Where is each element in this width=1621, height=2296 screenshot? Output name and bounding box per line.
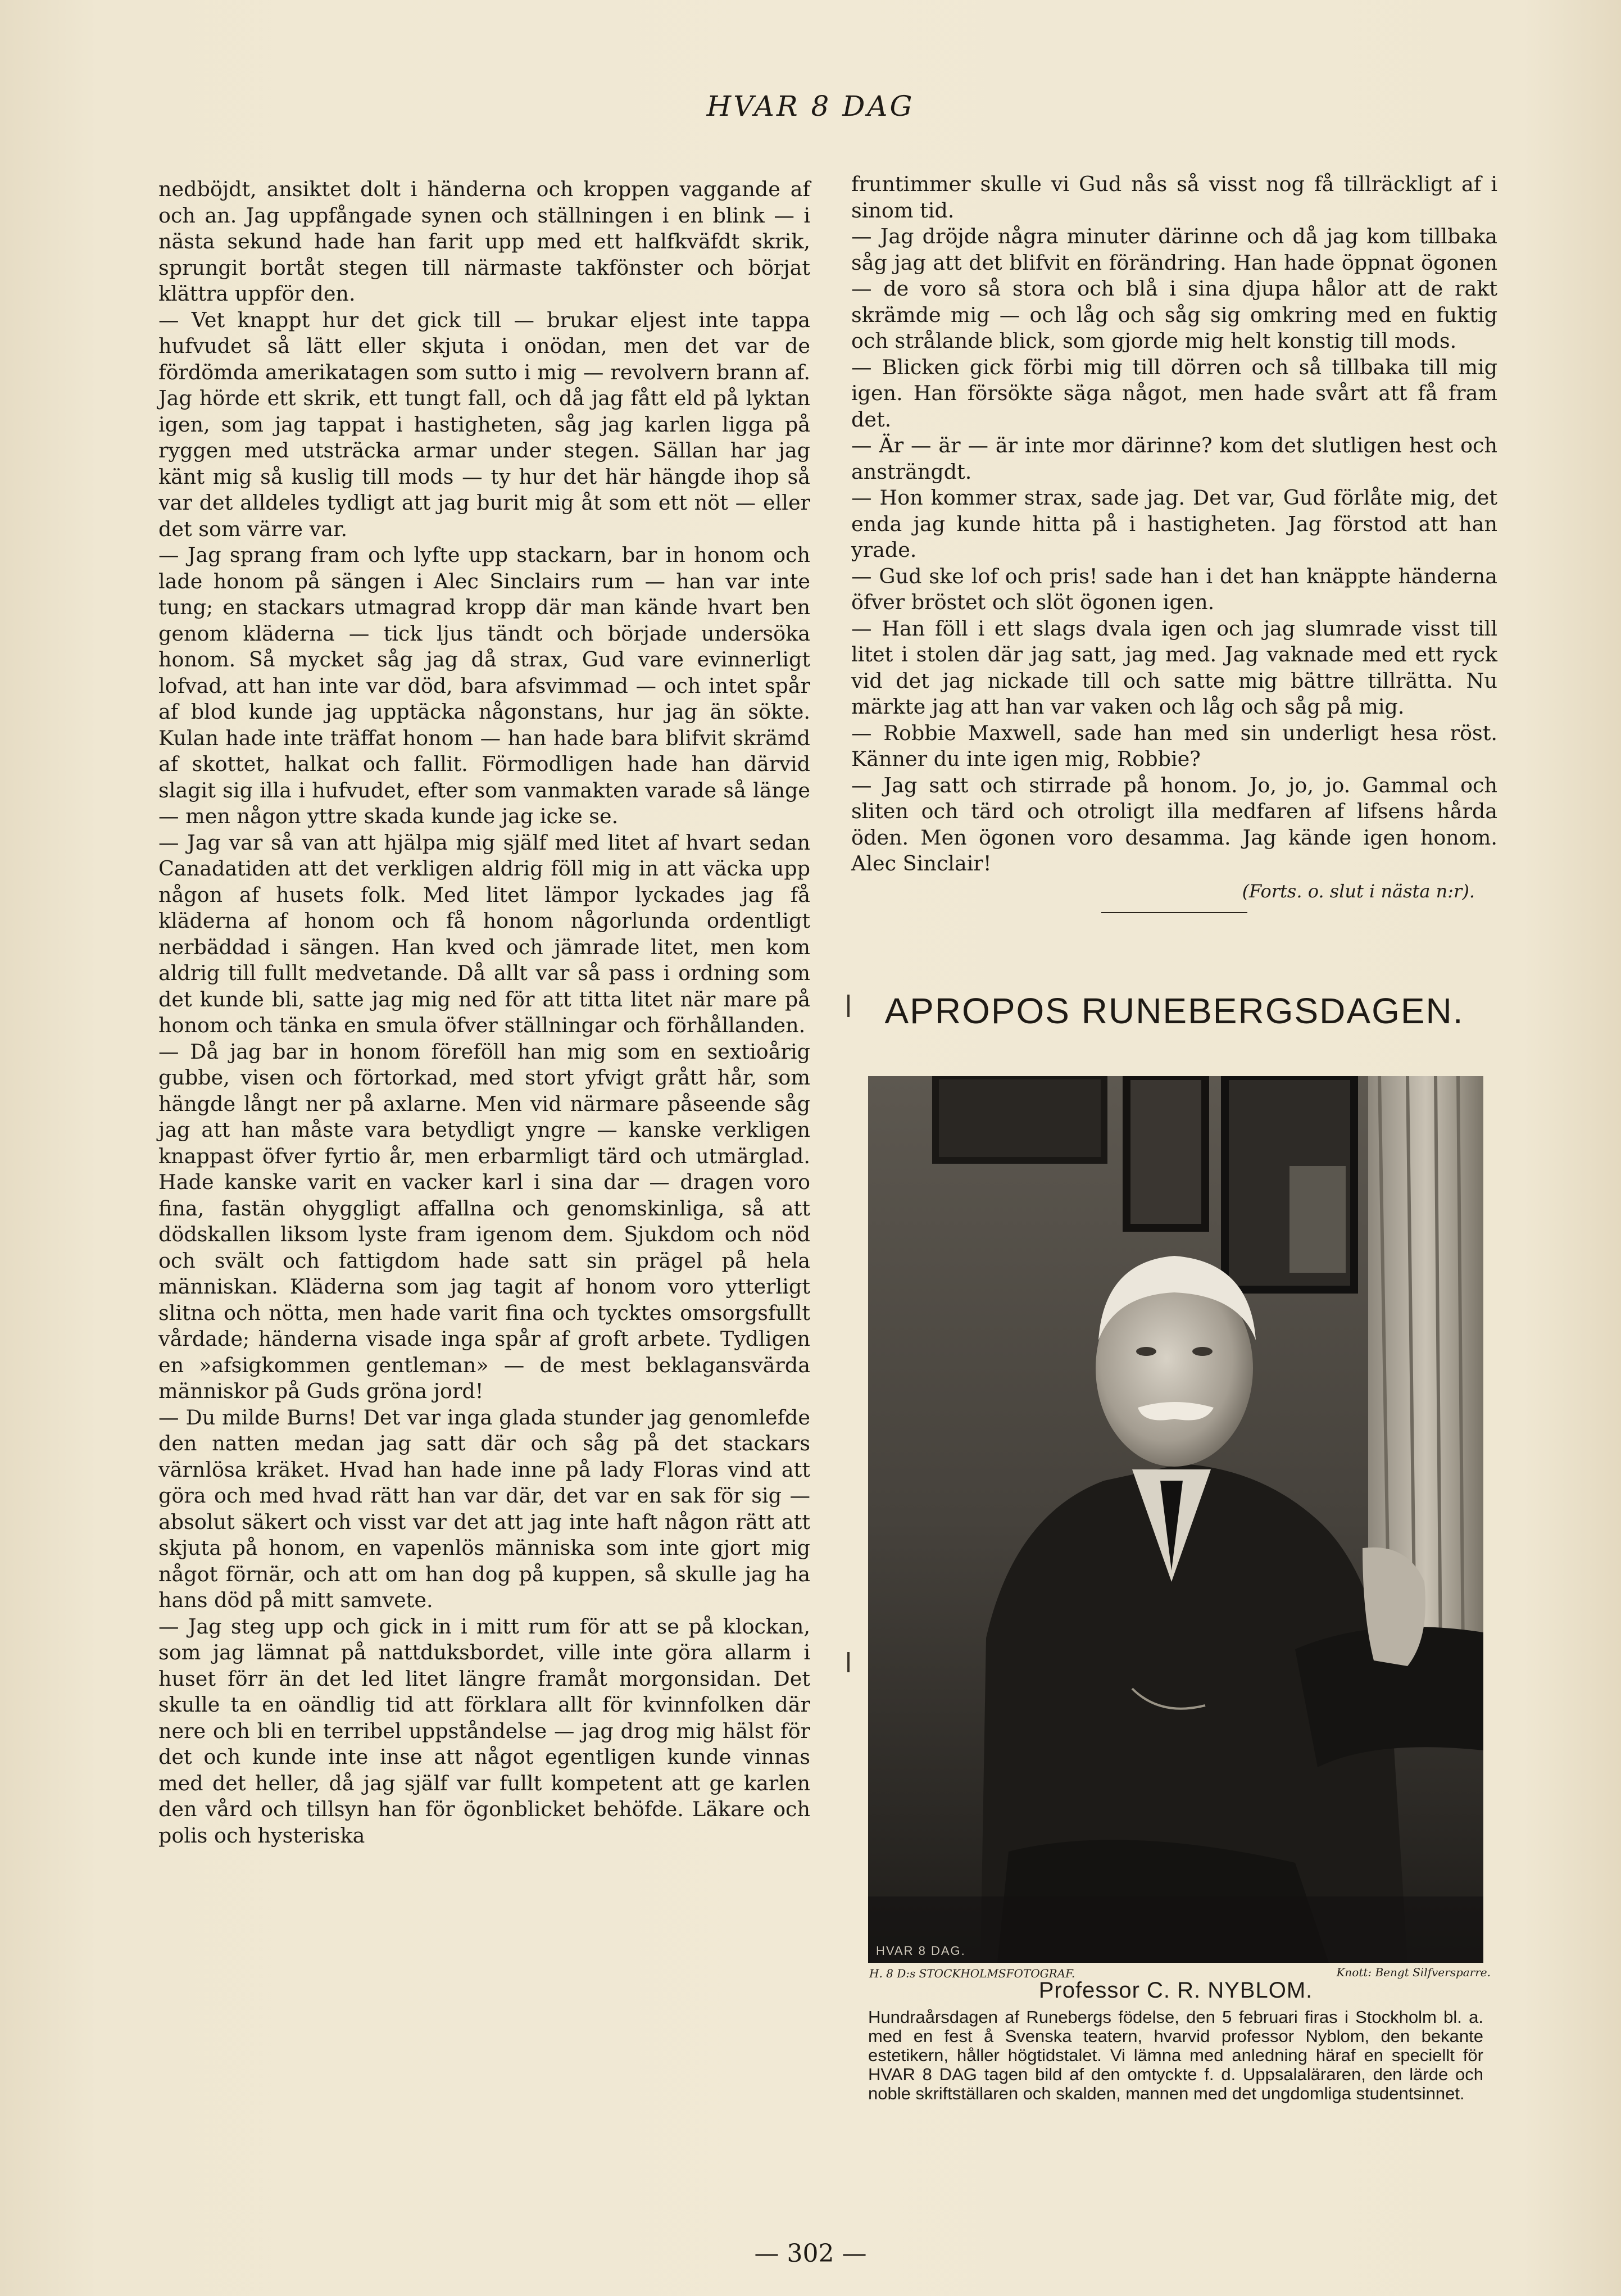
paragraph: — Är — är — är inte mor därinne? kom det slutligen hest och ansträngdt. <box>851 433 1497 484</box>
paragraph: — Robbie Maxwell, sade han med sin underligt hesa röst. Känner du inte igen mig, Robbie? <box>851 720 1497 771</box>
portrait-illustration <box>868 1076 1483 1963</box>
paragraph: nedböjdt, ansiktet dolt i händerna och kroppen vaggande af och an. Jag uppfångade synen och ställningen i en blink — i nästa sekund hade han farit upp med ett halfkväfdt skrik, sprungit bortåt stegen till närmaste takfönster och börjat klättra uppför den. <box>158 177 810 306</box>
left-text-column <box>158 176 810 1849</box>
photo-caption: Hundraårsdagen af Runebergs födelse, den 5 februari firas i Stockholm bl. a. med en fest å Svenska teatern, hvarvid professor Nyblom, den bekante estetikern, håller högtidstalet. Vi lämna med anledning häraf en speciellt för HVAR 8 DAG tagen bild af den omtyckte f. d. Uppsalaläraren, den lärde och noble skriftställaren och skalden, mannen med det ungdomliga studentsinnet. <box>868 2007 1483 2103</box>
continuation-note: (Forts. o. slut i nästa n:r). <box>1242 880 1475 902</box>
photo-credit-right: Knott: Bengt Silfversparre. <box>1336 1966 1491 1979</box>
paragraph: — Gud ske lof och pris! sade han i det han knäppte händerna öfver bröstet och slöt ögonen igen. <box>851 564 1497 614</box>
paragraph: — Jag satt och stirrade på honom. Jo, jo, jo. Gammal och sliten och tärd och otroligt illa medfaren af lifsens hårda öden. Men ögonen voro desamma. Jag kände igen honom. Alec Sinclair! <box>851 773 1497 875</box>
paragraph: — Jag sprang fram och lyfte upp stackarn, bar in honom och lade honom på sängen i Alec Sinclairs rum — han var inte tung; en stackars utmagrad kropp där man kände hvart ben genom kläderna — tick ljus tändt och började undersöka honom. Så mycket såg jag då strax, Gud vare evinnerligt lofvad, att han inte var död, bara afsvimmad — och intet spår af blod kunde jag upptäcka någonstans, hur jag än sökte. Kulan hade inte träffat honom — han hade bara blifvit skrämd af skottet, halkat och fallit. Förmodligen hade han därvid slagit sig illa i hufvudet, efter som vanmakten varade så länge — men någon yttre skada kunde jag icke se. <box>158 543 810 828</box>
paragraph: — Blicken gick förbi mig till dörren och så tillbaka till mig igen. Han försökte säga något, men hade svårt att få fram det. <box>851 355 1497 432</box>
paragraph: fruntimmer skulle vi Gud nås så visst nog få tillräckligt af i sinom tid. <box>851 172 1497 223</box>
photo-subject: Professor C. R. NYBLOM. <box>1038 1978 1313 2003</box>
paragraph: — Då jag bar in honom föreföll han mig som en sextioårig gubbe, visen och förtorkad, med stort yfvigt grått hår, som hängde långt ner på axlarne. Men vid närmare påseende såg jag att han måste vara betydligt yngre — kanske verkligen knappast öfver fyrtio år, men erbarmligt tärd och utmärglad. Hade kanske varit en vacker karl i sina dar — dragen voro fina, fastän ohyggligt affallna och genomskinliga, så att dödskallen liksom lyste fram igenom dem. Sjukdom och nöd och svält och fattigdom hade satt sin prägel på hela människan. Kläderna som jag tagit af honom voro ytterligt slitna och nötta, men hade varit fina och tycktes omsorgsfullt vårdade; händerna visade inga spår af groft arbete. Tydligen en »afsigkommen gentleman» — de mest beklagansvärda människor på Guds gröna jord! <box>158 1039 810 1403</box>
section-heading: APROPOS RUNEBERGSDAGEN. <box>884 991 1464 1031</box>
paragraph: — Jag steg upp och gick in i mitt rum för att se på klockan, som jag lämnat på nattduksbordet, ville inte göra allarm i huset förr än det led litet längre framåt morgonsidan. Det skulle ta en oändlig tid att förklara allt för kvinnfolken där nere och bli en terribel uppståndelse — jag drog mig hälst för det och kunde inte inse att något egentligen kunde vinnas med det heller, då jag själf var fullt kompetent att ge karlen den vård och tillsyn han för ögonblicket behöfde. Läkare och polis och hysteriska <box>158 1614 810 1848</box>
paragraph: — Hon kommer strax, sade jag. Det var, Gud förlåte mig, det enda jag kunde hitta på i hastigheten. Jag förstod att han yrade. <box>851 485 1497 562</box>
paragraph: — Vet knappt hur det gick till — brukar eljest inte tappa hufvudet så lätt eller skjuta i onödan, men det var de fördömda amerikatagen som sutto i mig — revolvern brann af. Jag hörde ett skrik, ett tungt fall, och då jag fått eld på lyktan igen, som jag tappat i hastigheten, såg jag karlen ligga på ryggen med utsträcka armar under stegen. Sällan har jag känt mig så kuslig till mods — ty hur det här hängde ihop så var det alldeles tydligt att jag burit mig åt som ett nöt — eller det som värre var. <box>158 307 810 541</box>
divider <box>1101 912 1247 913</box>
photo-watermark: HVAR 8 DAG. <box>876 1944 966 1958</box>
portrait-photo <box>868 1076 1483 1963</box>
margin-mark <box>847 995 850 1017</box>
margin-mark <box>847 1652 850 1672</box>
paragraph: — Jag dröjde några minuter därinne och då jag kom tillbaka såg jag att det blifvit en förändring. Han hade öppnat ögonen — de voro så stora och blå i sina djupa hålor att de rakt skrämde mig — och låg och såg sig omkring med en fuktig och strålande blick, som gjorde mig helt konstig till mods. <box>851 224 1497 353</box>
paragraph: — Han föll i ett slags dvala igen och jag slumrade visst till litet i stolen där jag satt, jag med. Jag vaknade med ett ryck vid det jag nickade till och satte mig bättre tillrätta. Nu märkte jag att han var vaken och låg och såg på mig. <box>851 616 1497 719</box>
running-title: HVAR 8 DAG <box>706 90 915 122</box>
right-text-column <box>851 171 1497 913</box>
paragraph: — Jag var så van att hjälpa mig själf med litet af hvart sedan Canadatiden att det verkligen aldrig föll mig in att väcka upp någon af husets folk. Med litet lämpor lyckades jag få kläderna af honom och få honom någorlunda ordentligt nerbäddad i sängen. Han kved och jämrade litet, men kom aldrig till fullt medvetande. Då allt var så pass i ordning som det kunde bli, satte jag mig ned för att titta litet när mare på honom och tänka en smula öfver ställningar och förhållanden. <box>158 830 810 1037</box>
paragraph: — Du milde Burns! Det var inga glada stunder jag genomlefde den natten medan jag satt där och såg på det stackars värnlösa kräket. Hvad han hade inne på lady Floras vind att göra och med hvad rätt han var där, det var en sak för sig — absolut säkert och visst var det att jag inte haft någon rätt att skjuta på honom, en vapenlös människa som inte gjort mig något förnär, och att om han dog på kuppen, så skulle jag ha hans död på mitt samvete. <box>158 1405 810 1612</box>
page-number: — 302 — <box>754 2239 867 2268</box>
photo-credit-left: H. 8 D:s STOCKHOLMSFOTOGRAF. <box>869 1967 1075 1980</box>
